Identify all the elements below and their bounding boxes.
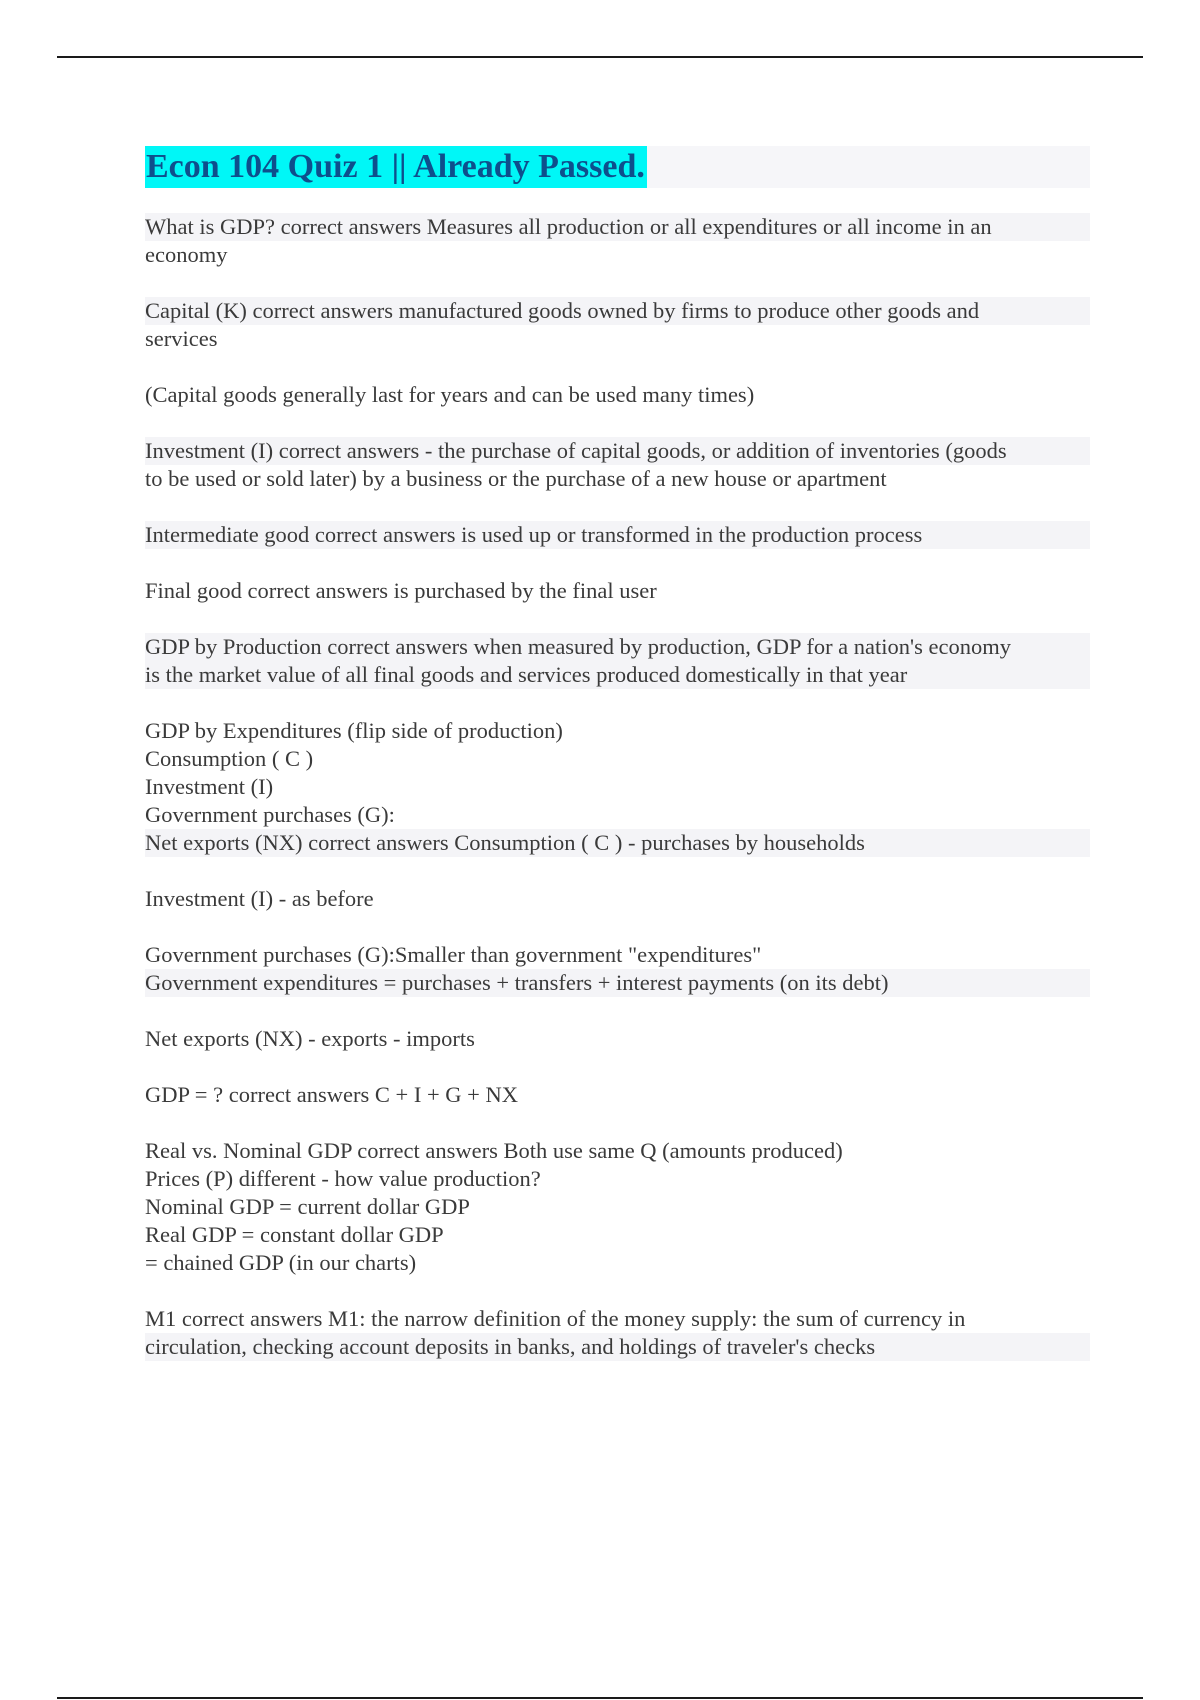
entry-line: Consumption ( C ) xyxy=(145,746,314,771)
entry-m1 xyxy=(145,1305,1090,1361)
entry-line: Government purchases (G): xyxy=(145,802,395,827)
title-band xyxy=(145,146,1090,188)
entry-real-vs-nominal xyxy=(145,1137,1090,1277)
entry-line: What is GDP? correct answers Measures all production or all expenditures or all income in an xyxy=(145,213,1090,241)
entry-line: economy xyxy=(145,242,228,267)
entry-line: Intermediate good correct answers is used up or transformed in the production process xyxy=(145,521,1090,549)
entry-line: Net exports (NX) correct answers Consumption ( C ) - purchases by households xyxy=(145,829,1090,857)
entry-line: = chained GDP (in our charts) xyxy=(145,1250,417,1275)
entry-gdp-formula xyxy=(145,1081,1090,1109)
entry-line: Nominal GDP = current dollar GDP xyxy=(145,1194,470,1219)
entry-line: (Capital goods generally last for years and can be used many times) xyxy=(145,382,755,407)
entry-line: M1 correct answers M1: the narrow definition of the money supply: the sum of currency in xyxy=(145,1306,966,1331)
entry-line: Government purchases (G):Smaller than government "expenditures" xyxy=(145,942,762,967)
entry-gdp-by-expenditures xyxy=(145,717,1090,857)
entry-line: Capital (K) correct answers manufactured goods owned by firms to produce other goods and xyxy=(145,297,1090,325)
entry-line: Investment (I) - as before xyxy=(145,886,374,911)
entry-line: circulation, checking account deposits in banks, and holdings of traveler's checks xyxy=(145,1333,1090,1361)
entry-line: Investment (I) xyxy=(145,774,274,799)
entry-line: Prices (P) different - how value production? xyxy=(145,1166,541,1191)
entry-line: Final good correct answers is purchased by the final user xyxy=(145,578,657,603)
top-rule xyxy=(57,56,1143,58)
entry-capital xyxy=(145,297,1090,353)
entry-line: Investment (I) correct answers - the purchase of capital goods, or addition of inventories (goods xyxy=(145,437,1090,465)
entry-line: GDP by Expenditures (flip side of production) xyxy=(145,718,563,743)
entry-gdp-by-production xyxy=(145,633,1090,689)
entry-line: is the market value of all final goods and services produced domestically in that year xyxy=(145,661,1090,689)
entry-line: services xyxy=(145,326,218,351)
entry-final-good xyxy=(145,577,1090,605)
bottom-rule xyxy=(57,1697,1143,1699)
entry-intermediate-good xyxy=(145,521,1090,549)
entry-line: Net exports (NX) - exports - imports xyxy=(145,1026,475,1051)
entry-what-is-gdp xyxy=(145,213,1090,269)
entry-line: GDP = ? correct answers C + I + G + NX xyxy=(145,1082,518,1107)
entry-government-purchases xyxy=(145,941,1090,997)
entry-line: GDP by Production correct answers when measured by production, GDP for a nation's economy xyxy=(145,633,1090,661)
document-body xyxy=(145,146,1090,1361)
entry-investment-as-before xyxy=(145,885,1090,913)
entry-capital-goods-note xyxy=(145,381,1090,409)
entry-net-exports xyxy=(145,1025,1090,1053)
entry-investment xyxy=(145,437,1090,493)
document-title: Econ 104 Quiz 1 || Already Passed. xyxy=(145,146,647,188)
entry-line: to be used or sold later) by a business or the purchase of a new house or apartment xyxy=(145,466,887,491)
entry-line: Government expenditures = purchases + transfers + interest payments (on its debt) xyxy=(145,969,1090,997)
entry-line: Real vs. Nominal GDP correct answers Both use same Q (amounts produced) xyxy=(145,1138,843,1163)
entry-line: Real GDP = constant dollar GDP xyxy=(145,1222,444,1247)
